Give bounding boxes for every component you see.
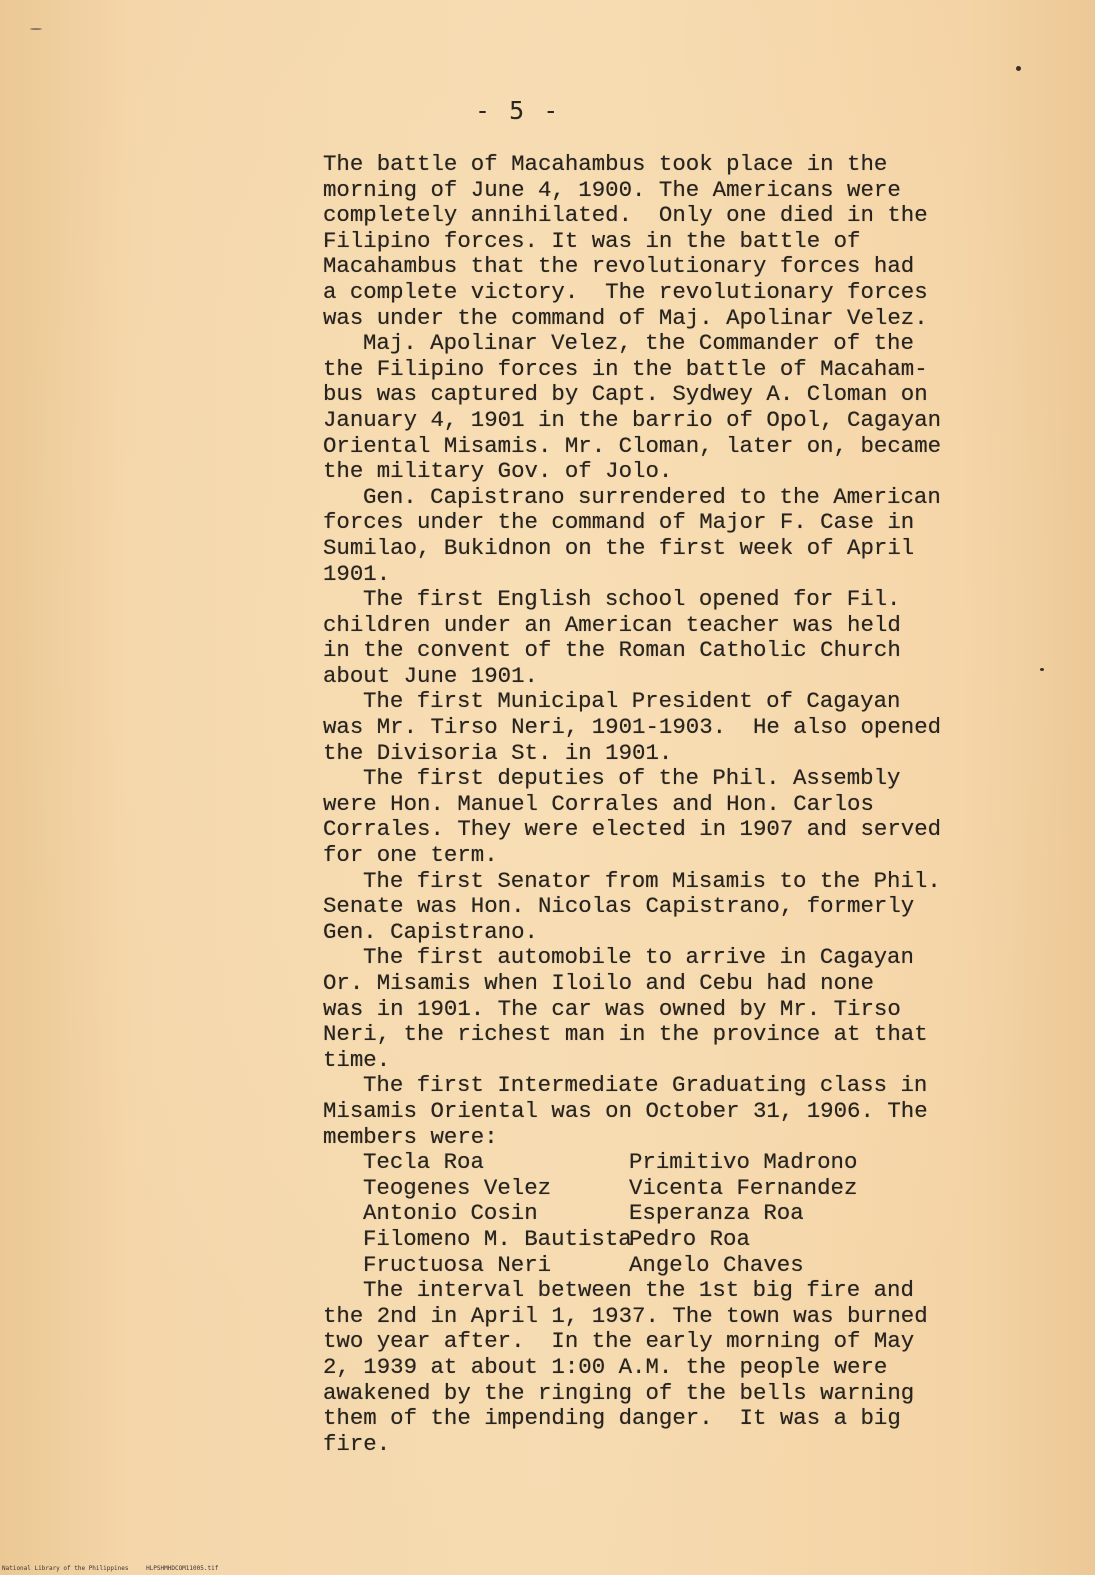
member-name: Fructuosa Neri [363, 1251, 552, 1278]
text-line: the military Gov. of Jolo. [323, 458, 673, 485]
text-line: The first Municipal President of Cagayan [363, 688, 901, 715]
text-line: Corrales. They were elected in 1907 and served [323, 816, 942, 843]
text-line: about June 1901. [323, 662, 538, 689]
text-line: awakened by the ringing of the bells warning [323, 1379, 915, 1406]
member-row [363, 1253, 1083, 1279]
text-line: Misamis Oriental was on October 31, 1906. The [323, 1097, 928, 1124]
text-line: Macahambus that the revolutionary forces had [323, 253, 915, 280]
member-row [363, 1150, 1083, 1176]
smudge [30, 28, 42, 30]
text-line: a complete victory. The revolutionary forces [323, 278, 928, 305]
ink-speck [1016, 66, 1021, 71]
member-name: Esperanza Roa [629, 1200, 804, 1227]
page-number: - 5 - [475, 96, 561, 125]
text-line: in the convent of the Roman Catholic Church [323, 637, 901, 664]
text-line: them of the impending danger. It was a big [323, 1405, 901, 1432]
text-line: Gen. Capistrano surrendered to the American [363, 483, 941, 510]
text-line: The interval between the 1st big fire and [363, 1277, 914, 1304]
member-name: Tecla Roa [363, 1149, 484, 1176]
text-line: completely annihilated. Only one died in the [323, 202, 928, 229]
text-line: The first Intermediate Graduating class in [363, 1072, 928, 1099]
text-line: two year after. In the early morning of May [323, 1328, 915, 1355]
member-name: Teogenes Velez [363, 1174, 552, 1201]
text-line: time. [323, 1046, 391, 1073]
text-line: Sumilao, Bukidnon on the first week of April [323, 534, 915, 561]
text-line: The first deputies of the Phil. Assembly [363, 765, 901, 792]
text-line: 2, 1939 at about 1:00 A.M. the people were [323, 1353, 888, 1380]
text-line: forces under the command of Major F. Case in [323, 509, 915, 536]
text-line: the 2nd in April 1, 1937. The town was burned [323, 1302, 928, 1329]
text-line: Maj. Apolinar Velez, the Commander of the [363, 330, 914, 357]
text-line: fire. [323, 1430, 391, 1457]
footer-institution: National Library of the Philippines [2, 1565, 129, 1572]
text-line: the Filipino forces in the battle of Macaham- [323, 355, 928, 382]
text-line: bus was captured by Capt. Sydwey A. Cloman on [323, 381, 928, 408]
scan-footer [2, 1565, 232, 1572]
text-line: was under the command of Maj. Apolinar Velez. [323, 304, 928, 331]
text-line: January 4, 1901 in the barrio of Opol, Cagayan [323, 406, 942, 433]
member-name: Pedro Roa [629, 1225, 750, 1252]
text-line: the Divisoria St. in 1901. [323, 739, 673, 766]
text-line: morning of June 4, 1900. The Americans were [323, 176, 901, 203]
text-line: The first Senator from Misamis to the Phil. [363, 867, 941, 894]
member-name: Filomeno M. Bautista [363, 1225, 632, 1252]
member-row [363, 1176, 1083, 1202]
text-line: members were: [323, 1123, 498, 1150]
typewritten-body [323, 152, 1083, 1457]
text-line: was in 1901. The car was owned by Mr. Tirso [323, 995, 901, 1022]
member-row [363, 1201, 1083, 1227]
member-row [363, 1227, 1083, 1253]
member-name: Primitivo Madrono [629, 1149, 858, 1176]
text-line: children under an American teacher was held [323, 611, 901, 638]
text-line: The battle of Macahambus took place in the [323, 151, 888, 177]
text-line: Or. Misamis when Iloilo and Cebu had none [323, 970, 874, 996]
text-line: Neri, the richest man in the province at that [323, 1021, 928, 1048]
text-line: The first English school opened for Fil. [363, 586, 901, 613]
text-line: was Mr. Tirso Neri, 1901-1903. He also opened [323, 714, 942, 741]
text-line: for one term. [323, 842, 498, 869]
text-line: Senate was Hon. Nicolas Capistrano, formerly [323, 893, 915, 920]
member-list [363, 1150, 1083, 1278]
text-line: were Hon. Manuel Corrales and Hon. Carlos [323, 790, 874, 817]
text-line: The first automobile to arrive in Cagayan [363, 944, 914, 971]
member-name: Angelo Chaves [629, 1251, 804, 1278]
member-name: Vicenta Fernandez [629, 1174, 858, 1201]
text-line: Oriental Misamis. Mr. Cloman, later on, became [323, 432, 942, 459]
footer-filename: HLPSHMHDCOM11005.tif [146, 1565, 219, 1572]
text-line: 1901. [323, 560, 391, 587]
text-line: Filipino forces. It was in the battle of [323, 227, 861, 254]
text-line: Gen. Capistrano. [323, 918, 538, 945]
member-name: Antonio Cosin [363, 1200, 538, 1227]
